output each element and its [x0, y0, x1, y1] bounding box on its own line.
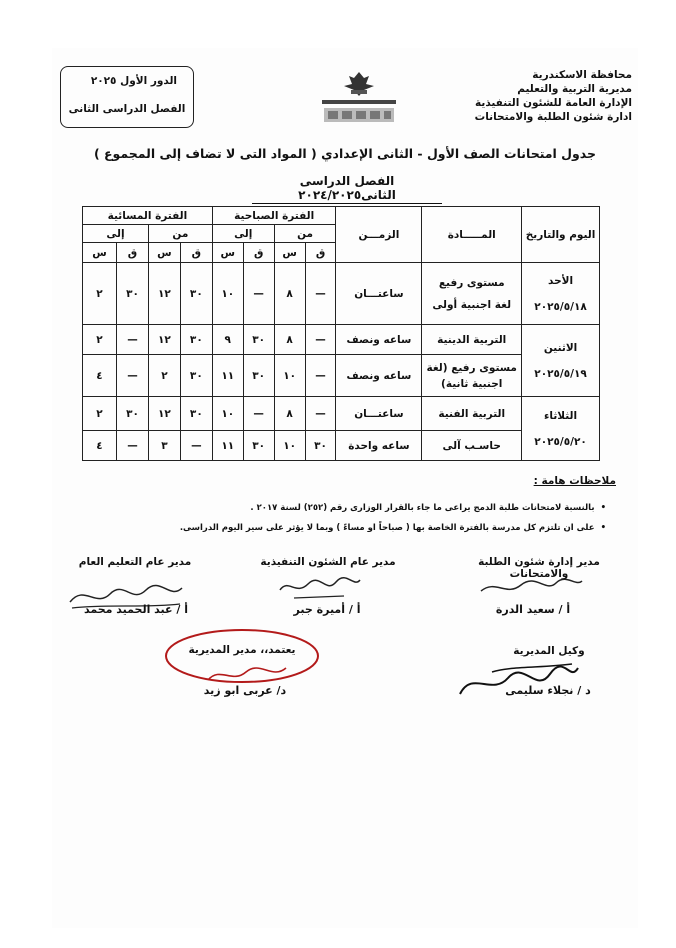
exam-term: الفصل الدراسى الثانى [68, 103, 186, 115]
cell: ٣٠ [117, 263, 149, 325]
signature-name-general-education: أ / عبد الحميد محمد [84, 603, 188, 616]
header-q: ق [305, 243, 336, 263]
cell: ١٠ [212, 263, 243, 325]
org-line-1: محافظة الاسكندرية [532, 69, 632, 81]
cell: ١١ [212, 431, 243, 461]
note-text: بالنسبة لامتحانات طلبة الدمج يراعى ما جاء بالقرار الوزارى رقم (٢٥٢) لسنة ٢٠١٧ . [250, 503, 595, 513]
cell: — [305, 355, 336, 397]
document-page [52, 48, 638, 928]
note-item-1 [250, 503, 606, 513]
cell: ٣٠ [180, 325, 212, 355]
cell: — [117, 325, 149, 355]
header-s: س [83, 243, 117, 263]
page-subtitle: الفصل الدراسى الثانى٢٠٢٤/٢٠٢٥ [252, 174, 442, 204]
header-s: س [212, 243, 243, 263]
day-name: الثلاثاء [544, 409, 578, 422]
cell: ٣٠ [243, 431, 274, 461]
cell: ٨ [274, 263, 305, 325]
cell: ١٠ [212, 397, 243, 431]
cell: ٢ [83, 397, 117, 431]
header-evening-to: إلى [83, 225, 149, 243]
cell: ٤ [83, 431, 117, 461]
day-cell [522, 263, 600, 325]
cell: ٢ [148, 355, 180, 397]
ministry-logo-icon [314, 66, 404, 128]
cell: — [243, 397, 274, 431]
header-q: ق [243, 243, 274, 263]
time-cell: ساعه واحدة [336, 431, 422, 461]
subject-cell: مستوى رفيع لغة اجنبية أولى [422, 263, 522, 325]
note-text: على ان تلتزم كل مدرسة بالفترة الخاصة بها ( صباحاً او مساءً ) وبما لا يؤثر على سير اليوم الدراسى. [179, 523, 595, 533]
day-name: الاثنين [543, 341, 578, 354]
cell: — [305, 397, 336, 431]
day-date: ٢٠٢٥/٥/١٩ [534, 367, 587, 380]
subject-cell: حاسـب آلى [422, 431, 522, 461]
signature-title-students-affairs: مدير إدارة شئون الطلبة والامتحانات [478, 556, 600, 580]
header-day-date: اليوم والتاريخ [522, 207, 600, 263]
time-cell: ساعه ونصف [336, 355, 422, 397]
header-subject: المـــــادة [422, 207, 522, 263]
org-header [452, 68, 632, 124]
day-date: ٢٠٢٥/٥/٢٠ [534, 435, 587, 448]
header-s: س [148, 243, 180, 263]
time-cell: ساعتـــان [336, 397, 422, 431]
header-q: ق [117, 243, 149, 263]
notes-title: ملاحظات هامة : [533, 475, 616, 487]
signature-title-director: يعتمد،، مدير المديرية [188, 644, 296, 656]
note-item-2 [180, 523, 606, 533]
cell: — [117, 355, 149, 397]
day-date: ٢٠٢٥/٥/١٨ [534, 300, 587, 313]
header-s: س [274, 243, 305, 263]
cell: ٣٠ [243, 325, 274, 355]
cell: ٣٠ [243, 355, 274, 397]
cell: ٤ [83, 355, 117, 397]
subject-cell: مستوى رفيع (لغة اجنبية ثانية) [422, 355, 522, 397]
cell: — [117, 431, 149, 461]
exam-round-box [60, 66, 194, 128]
cell: ٢ [83, 263, 117, 325]
cell: ٣٠ [305, 431, 336, 461]
signature-title-executive-affairs: مدير عام الشئون التنفيذية [260, 556, 396, 568]
cell: ٣٠ [180, 263, 212, 325]
cell: ١١ [212, 355, 243, 397]
header-evening: الفترة المسائية [83, 207, 213, 225]
table-row [83, 325, 600, 355]
org-line-2: مديرية التربية والتعليم [517, 83, 632, 95]
cell: ١٢ [148, 397, 180, 431]
time-cell: ساعه ونصف [336, 325, 422, 355]
header-morning-to: إلى [212, 225, 274, 243]
time-cell: ساعتـــان [336, 263, 422, 325]
signature-name-students-affairs: أ / سعيد الدرة [495, 603, 571, 616]
header-morning: الفترة الصباحية [212, 207, 336, 225]
org-line-3: الإدارة العامة للشئون التنفيذية [475, 97, 632, 109]
exam-round: الدور الأول ٢٠٢٥ [90, 75, 177, 87]
signature-name-executive-affairs: أ / أميرة جبر [293, 603, 361, 616]
cell: — [305, 325, 336, 355]
cell: ٣٠ [117, 397, 149, 431]
cell: ١٢ [148, 263, 180, 325]
signature-scribble [274, 570, 364, 604]
subject-cell: التربية الدينية [422, 325, 522, 355]
cell: ١٠ [274, 355, 305, 397]
signature-name-director: د/ عربى ابو زيد [203, 684, 287, 697]
exam-schedule-table [82, 206, 600, 461]
cell: ٣٠ [180, 355, 212, 397]
day-cell [522, 397, 600, 461]
page-title: جدول امتحانات الصف الأول - الثانى الإعدادي ( المواد التى لا تضاف إلى المجموع ) [93, 146, 597, 161]
cell: ٣٠ [180, 397, 212, 431]
subject-cell: التربية الفنية [422, 397, 522, 431]
header-evening-from: من [148, 225, 212, 243]
cell: — [243, 263, 274, 325]
signature-scribble [452, 660, 582, 704]
header-morning-from: من [274, 225, 336, 243]
signature-name-deputy: د / نجلاء سليمى [505, 684, 591, 697]
table-row [83, 397, 600, 431]
org-line-4: ادارة شئون الطلبة والامتحانات [474, 111, 632, 123]
signature-scribble [476, 573, 586, 603]
cell: ٨ [274, 325, 305, 355]
cell: ٣ [148, 431, 180, 461]
day-cell [522, 325, 600, 397]
cell: — [180, 431, 212, 461]
bullet: • [600, 523, 606, 533]
signature-title-deputy: وكيل المديرية [513, 645, 585, 657]
cell: ٢ [83, 325, 117, 355]
header-q: ق [180, 243, 212, 263]
cell: ١٢ [148, 325, 180, 355]
header-time: الزمـــن [336, 207, 422, 263]
cell: ٩ [212, 325, 243, 355]
cell: ١٠ [274, 431, 305, 461]
cell: — [305, 263, 336, 325]
signature-title-general-education: مدير عام التعليم العام [78, 556, 192, 568]
bullet: • [600, 503, 606, 513]
day-name: الأحد [548, 274, 574, 287]
cell: ٨ [274, 397, 305, 431]
table-row [83, 263, 600, 325]
